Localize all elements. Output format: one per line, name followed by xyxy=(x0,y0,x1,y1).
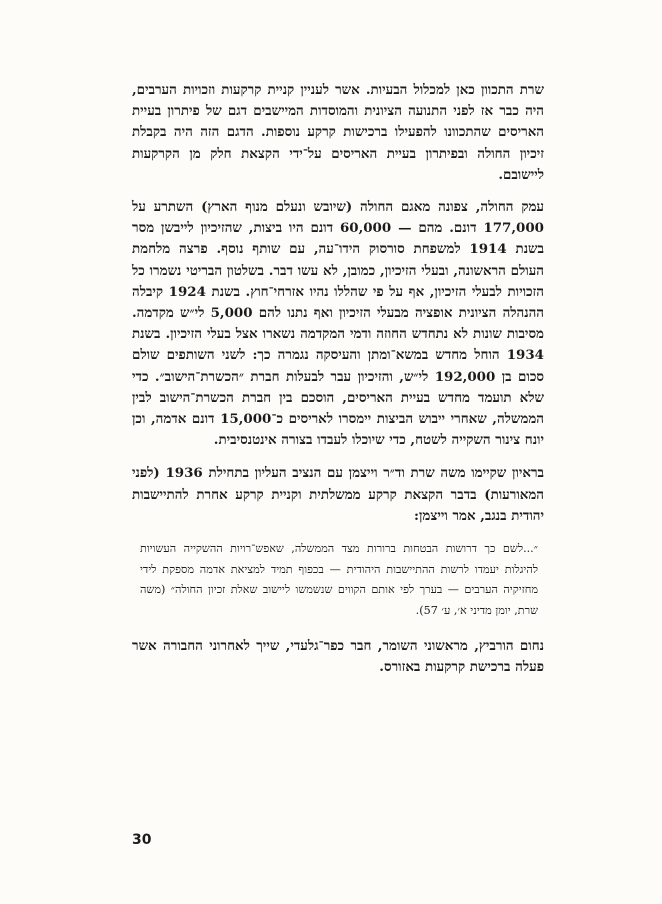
paragraph-3-text: בראיון שקיימו משה שרת וד״ר וייצמן עם הנציב העליון בתחילת 1936 (לפני המאורעות) בדבר הקצאת קרקע ממשלתית וקניית קרקע אחרת להתיישבות יהודית בנגב, אמר xyxy=(132,465,544,524)
page-number: 30 xyxy=(132,832,152,848)
paragraph-4-text: מראשוני השומר, חבר כפר־גלעדי, שייך לאחרוני החבורה אשר פעלה ברכישת קרקעות באזורס. xyxy=(132,638,544,676)
paragraph-1-text: התכוון כאן למכלול הבעיות. אשר לעניין קניית קרקעות וזכויות הערבים, היה כבר אז לפני התנועה הציונית והמוסדות המיישבים דגם של פיתרון בעיית האריסים שהתכוונו להפעילו ברכישות קרקע נוספות. הדגם הזה היה בקבלת זיכיון החולה ובפיתרון בעיית האריסים על־ידי הקצאת חלק מן הקרקעות ליישובם. xyxy=(132,82,544,183)
paragraph-1-lead: שרת xyxy=(519,82,544,98)
block-quote: ״...לשם כך דרושות הבטחות ברורות מצד הממשלה, שאפש־רויות ההשקייה העשויות להיגלות יעמדו לרשות ההתיישבות היהודית — בכפוף תמיד למציאת אדמה מספקת לידי מחזיקיה הערבים — בערך לפי אותם הקווים שנשמשו ליישוב שאלת זכיון החולה״ (משה שרת, יומן מדיני א׳, ע׳ 57). xyxy=(140,542,538,617)
paragraph-2: עמק החולה, צפונה מאגם החולה (שיובש ונעלם מנוף הארץ) השתרע על 177,000 דונם. מהם — 60,000 דונם היו ביצות, שהזיכיון לייבשן מסר בשנת 1914 למשפחת סורסוק הידו־עה, עם שותף נוסף. פרצה מלחמת העולם הראשונה, ובעלי הזיכיון, כמובן, לא עשו דבר. בשלטון הבריטי נשמרו כל הזכויות לבעלי הזיכיון, אף על פי שהללו נהיו אזרחי־חוץ. בשנת 1924 קיבלה ההנהלה הציונית אופציה מבעלי הזיכיון ואף נתנו להם 5,000 לי״ש מקדמה. מסיבות שונות לא נתחדש החוזה ודמי המקדמה נשארו אצל בעלי הזיכיון. בשנת 1934 הוחל מחדש במשא־ומתן והעיסקה נגמרה כך: לשני השותפים שולם סכום בן 192,000 לי״ש, והזיכיון עבר לבעלות חברת ״הכשרת־הישוב״. כדי שלא תועמד מחדש בעיית האריסים, הוסכם בין חברת הכשרת־הישוב לבין הממשלה, שאחרי ייבוש הביצות יימסרו לאריסים כ־15,000 דונם אדמה, וכן יונח צינור השקייה לשטח, כדי שיוכלו לעבדו בצורה אינטנסיבית. xyxy=(132,199,545,449)
paragraph-3-speaker: וייצמן: xyxy=(414,507,448,524)
paragraph-4 xyxy=(132,636,544,678)
paragraph-3 xyxy=(132,463,544,527)
paragraph-4-lead: נחום הורביץ, xyxy=(474,638,544,655)
paragraph-1 xyxy=(132,80,544,186)
book-page xyxy=(132,80,544,860)
